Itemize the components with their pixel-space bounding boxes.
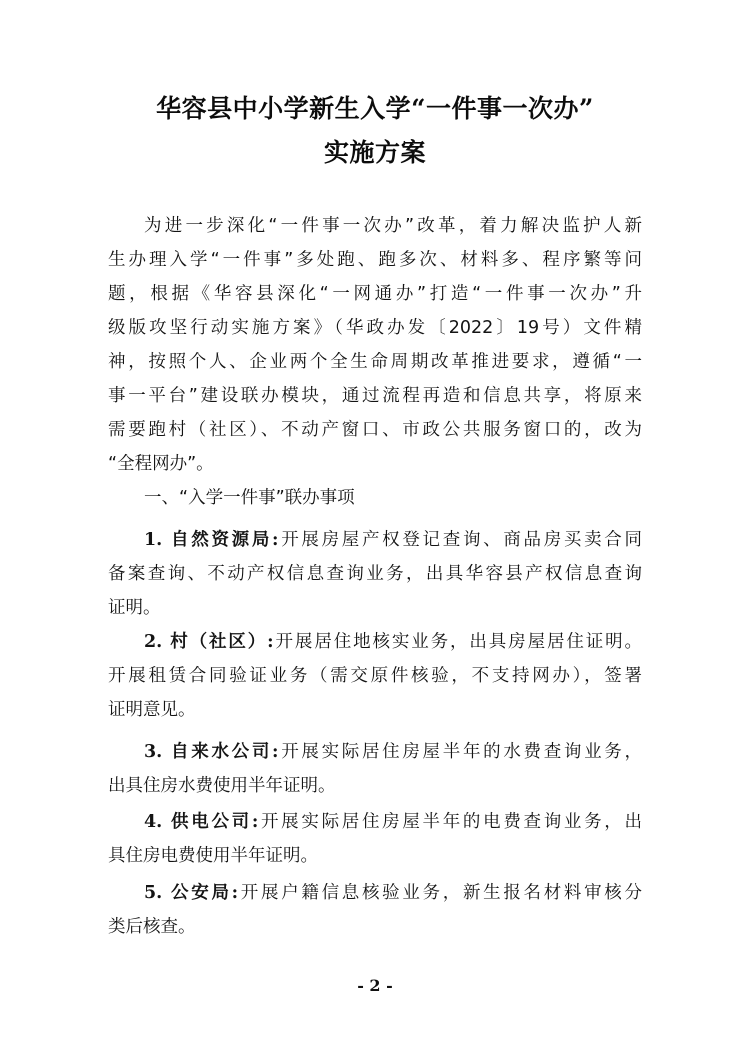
intro-line: “全程网办”。 <box>108 454 214 474</box>
item-2-line: 开展租赁合同验证业务（需交原件核验，不支持网办），签署 <box>108 666 642 686</box>
item-5-text: 开展户籍信息核验业务，新生报名材料审核分 <box>238 883 643 903</box>
item-4-lead: 4. 供电公司: <box>144 812 259 832</box>
item-4-text: 开展实际居住房屋半年的电费查询业务，出 <box>258 812 642 832</box>
intro-line: 级版攻坚行动实施方案》（华政办发〔2022〕19号）文件精 <box>108 318 642 338</box>
item-2-lead: 2. 村（社区）: <box>144 632 274 652</box>
item-3-text: 开展实际居住房屋半年的水费查询业务， <box>278 742 643 762</box>
item-1-line: 证明。 <box>108 598 161 618</box>
document-title-line-2: 实施方案 <box>323 138 426 167</box>
item-2-text: 开展居住地核实业务，出具房屋居住证明。 <box>273 632 643 652</box>
item-5-line: 类后核查。 <box>108 917 196 937</box>
item-3-lead: 3. 自来水公司: <box>144 742 279 762</box>
item-5-lead: 5. 公安局: <box>144 883 239 903</box>
intro-line: 需要跑村（社区）、不动产窗口、市政公共服务窗口的，改为 <box>108 420 642 440</box>
intro-line: 生办理入学“一件事”多处跑、跑多次、材料多、程序繁等问 <box>108 250 642 270</box>
item-3-first-line <box>144 735 642 769</box>
intro-line: 为进一步深化“一件事一次办”改革，着力解决监护人新 <box>144 216 642 236</box>
item-5-first-line <box>144 876 642 910</box>
section-heading: 一、“入学一件事”联办事项 <box>144 488 355 508</box>
item-2-line: 证明意见。 <box>108 700 196 720</box>
document-title-line-1: 华容县中小学新生入学“一件事一次办” <box>156 94 594 123</box>
intro-line: 事一平台”建设联办模块，通过流程再造和信息共享，将原来 <box>108 386 642 406</box>
item-3-line: 出具住房水费使用半年证明。 <box>108 776 336 796</box>
item-1-text: 开展房屋产权登记查询、商品房买卖合同 <box>278 530 643 550</box>
page-number: - 2 - <box>357 976 393 995</box>
item-4-first-line <box>144 805 642 839</box>
item-1-lead: 1. 自然资源局: <box>144 530 279 550</box>
item-2-first-line <box>144 625 642 659</box>
item-1-first-line <box>144 523 642 557</box>
item-1-line: 备案查询、不动产权信息查询业务，出具华容县产权信息查询 <box>108 564 642 584</box>
item-4-line: 具住房电费使用半年证明。 <box>108 846 318 866</box>
intro-line: 神，按照个人、企业两个全生命周期改革推进要求，遵循“一 <box>108 352 642 372</box>
intro-line: 题，根据《华容县深化“一网通办”打造“一件事一次办”升 <box>108 284 642 304</box>
